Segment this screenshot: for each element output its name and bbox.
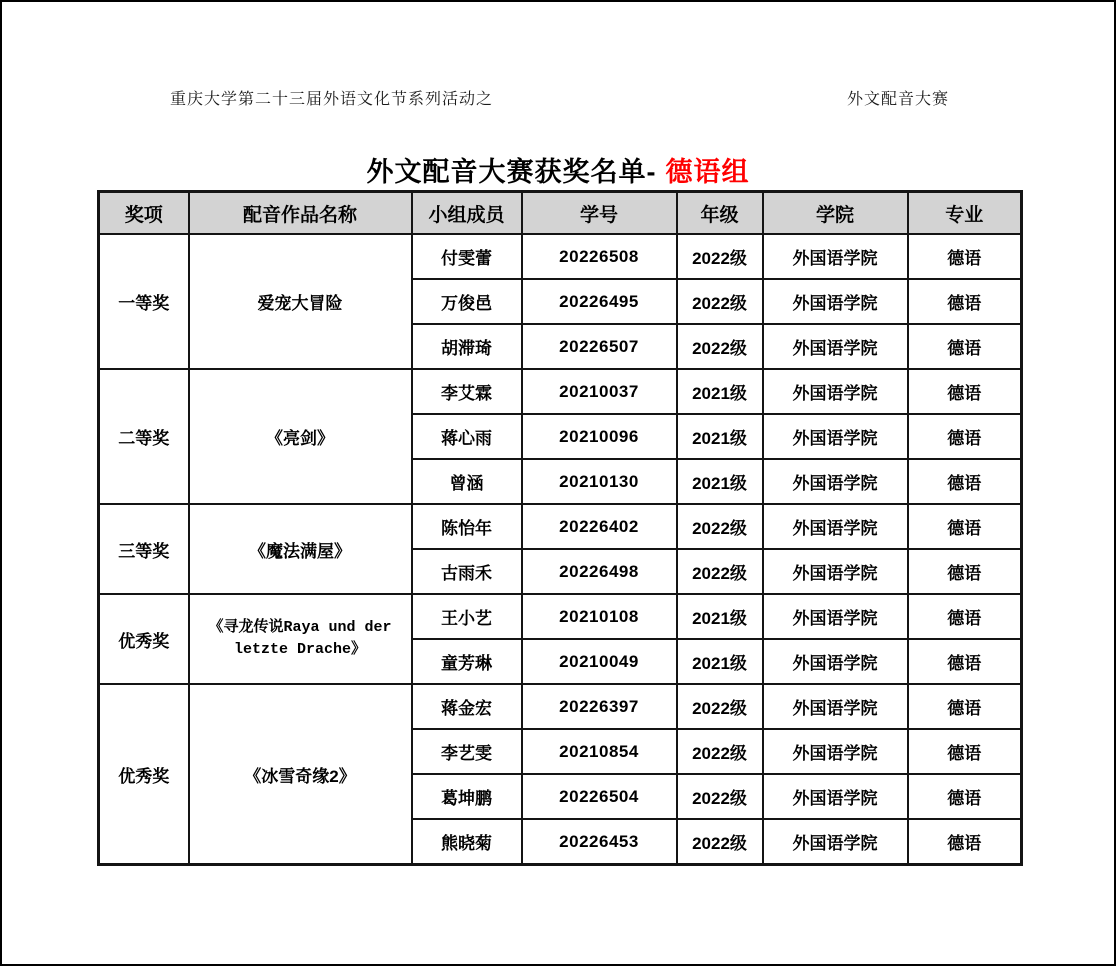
column-header-1: 配音作品名称 (189, 192, 412, 235)
column-header-4: 年级 (677, 192, 763, 235)
college-cell: 外国语学院 (763, 324, 908, 369)
awards-table (97, 190, 1023, 866)
major-cell: 德语 (908, 414, 1022, 459)
college-cell: 外国语学院 (763, 774, 908, 819)
grade-cell: 2021级 (677, 639, 763, 684)
major-cell: 德语 (908, 774, 1022, 819)
page-title-main: 外文配音大赛获奖名单- (366, 157, 657, 187)
column-header-2: 小组成员 (412, 192, 522, 235)
award-cell: 二等奖 (99, 369, 189, 504)
member-name-cell: 童芳琳 (412, 639, 522, 684)
table-row (99, 684, 1022, 729)
major-cell: 德语 (908, 594, 1022, 639)
major-cell: 德语 (908, 684, 1022, 729)
grade-cell: 2021级 (677, 594, 763, 639)
major-cell: 德语 (908, 549, 1022, 594)
award-cell: 一等奖 (99, 234, 189, 369)
member-name-cell: 曾涵 (412, 459, 522, 504)
page-title (2, 150, 1114, 189)
student-id-cell: 20226402 (522, 504, 677, 549)
grade-cell: 2021级 (677, 369, 763, 414)
college-cell: 外国语学院 (763, 684, 908, 729)
column-header-5: 学院 (763, 192, 908, 235)
grade-cell: 2022级 (677, 684, 763, 729)
column-header-3: 学号 (522, 192, 677, 235)
work-title-cell: 《冰雪奇缘2》 (189, 684, 412, 865)
member-name-cell: 万俊邑 (412, 279, 522, 324)
college-cell: 外国语学院 (763, 459, 908, 504)
grade-cell: 2021级 (677, 414, 763, 459)
student-id-cell: 20210096 (522, 414, 677, 459)
grade-cell: 2022级 (677, 279, 763, 324)
college-cell: 外国语学院 (763, 234, 908, 279)
table-row (99, 234, 1022, 279)
grade-cell: 2022级 (677, 234, 763, 279)
student-id-cell: 20210130 (522, 459, 677, 504)
major-cell: 德语 (908, 324, 1022, 369)
major-cell: 德语 (908, 504, 1022, 549)
student-id-cell: 20226495 (522, 279, 677, 324)
college-cell: 外国语学院 (763, 414, 908, 459)
major-cell: 德语 (908, 459, 1022, 504)
table-row (99, 369, 1022, 414)
college-cell: 外国语学院 (763, 369, 908, 414)
work-title-cell: 《魔法满屋》 (189, 504, 412, 594)
column-header-0: 奖项 (99, 192, 189, 235)
student-id-cell: 20226508 (522, 234, 677, 279)
award-cell: 优秀奖 (99, 684, 189, 865)
student-id-cell: 20226397 (522, 684, 677, 729)
page-title-highlight: 德语组 (665, 157, 750, 187)
major-cell: 德语 (908, 369, 1022, 414)
major-cell: 德语 (908, 639, 1022, 684)
major-cell: 德语 (908, 279, 1022, 324)
student-id-cell: 20226453 (522, 819, 677, 865)
student-id-cell: 20210108 (522, 594, 677, 639)
student-id-cell: 20226504 (522, 774, 677, 819)
college-cell: 外国语学院 (763, 504, 908, 549)
member-name-cell: 付雯蕾 (412, 234, 522, 279)
student-id-cell: 20226507 (522, 324, 677, 369)
member-name-cell: 古雨禾 (412, 549, 522, 594)
grade-cell: 2022级 (677, 324, 763, 369)
student-id-cell: 20210049 (522, 639, 677, 684)
major-cell: 德语 (908, 234, 1022, 279)
member-name-cell: 熊晓菊 (412, 819, 522, 865)
work-title-cell: 《寻龙传说Raya und der letzte Drache》 (189, 594, 412, 684)
member-name-cell: 胡滞琦 (412, 324, 522, 369)
member-name-cell: 陈怡年 (412, 504, 522, 549)
college-cell: 外国语学院 (763, 639, 908, 684)
college-cell: 外国语学院 (763, 729, 908, 774)
grade-cell: 2022级 (677, 774, 763, 819)
member-name-cell: 李艺雯 (412, 729, 522, 774)
doc-header-right: 外文配音大赛 (847, 91, 950, 108)
college-cell: 外国语学院 (763, 279, 908, 324)
college-cell: 外国语学院 (763, 594, 908, 639)
doc-header-left: 重庆大学第二十三届外语文化节系列活动之 (170, 91, 494, 108)
member-name-cell: 王小艺 (412, 594, 522, 639)
student-id-cell: 20210854 (522, 729, 677, 774)
member-name-cell: 蒋心雨 (412, 414, 522, 459)
work-title-cell: 《亮剑》 (189, 369, 412, 504)
student-id-cell: 20226498 (522, 549, 677, 594)
column-header-6: 专业 (908, 192, 1022, 235)
member-name-cell: 蒋金宏 (412, 684, 522, 729)
grade-cell: 2022级 (677, 504, 763, 549)
grade-cell: 2022级 (677, 729, 763, 774)
major-cell: 德语 (908, 819, 1022, 865)
award-cell: 三等奖 (99, 504, 189, 594)
member-name-cell: 李艾霖 (412, 369, 522, 414)
table-row (99, 594, 1022, 639)
student-id-cell: 20210037 (522, 369, 677, 414)
grade-cell: 2021级 (677, 459, 763, 504)
table-row (99, 504, 1022, 549)
major-cell: 德语 (908, 729, 1022, 774)
grade-cell: 2022级 (677, 819, 763, 865)
college-cell: 外国语学院 (763, 549, 908, 594)
college-cell: 外国语学院 (763, 819, 908, 865)
member-name-cell: 葛坤鹏 (412, 774, 522, 819)
award-cell: 优秀奖 (99, 594, 189, 684)
work-title-cell: 爱宠大冒险 (189, 234, 412, 369)
table-header-row (99, 192, 1022, 235)
grade-cell: 2022级 (677, 549, 763, 594)
